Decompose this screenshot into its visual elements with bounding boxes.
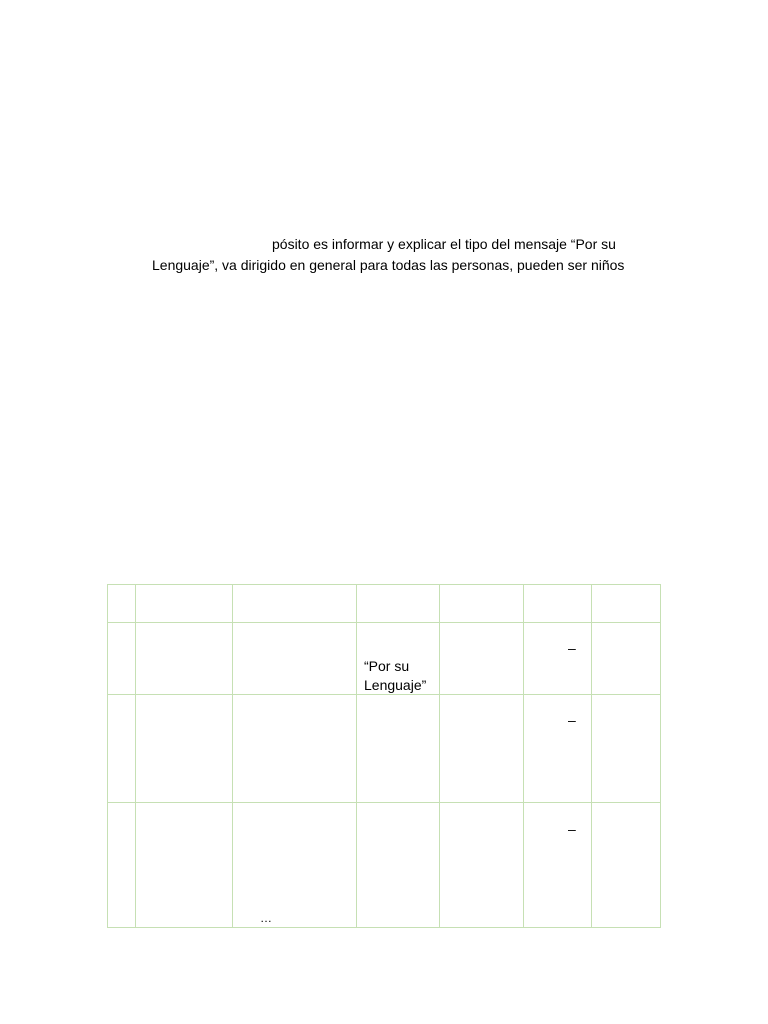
message-analysis-table xyxy=(107,584,661,928)
table-cell xyxy=(592,694,661,803)
header-cell xyxy=(233,585,357,623)
table-header-row xyxy=(108,585,662,623)
table-cell xyxy=(524,622,592,695)
table-cell xyxy=(357,803,440,928)
table-cell xyxy=(136,622,233,695)
table-cell xyxy=(136,803,233,928)
table-row xyxy=(108,622,662,695)
table-cell xyxy=(108,803,136,928)
table-cell xyxy=(592,622,661,695)
header-cell xyxy=(108,585,136,623)
table-cell xyxy=(592,803,661,928)
paragraph-line-1: pósito es informar y explicar el tipo del mensaje “Por su xyxy=(272,236,616,252)
table-row xyxy=(108,694,662,803)
table-cell xyxy=(233,694,357,803)
table-cell xyxy=(357,622,440,695)
table-cell xyxy=(233,803,357,928)
table-cell xyxy=(357,694,440,803)
header-cell xyxy=(592,585,661,623)
header-cell xyxy=(136,585,233,623)
dash-mark: – xyxy=(568,821,576,837)
header-cell xyxy=(524,585,592,623)
header-cell xyxy=(440,585,524,623)
dash-mark: – xyxy=(568,640,576,656)
dash-mark: – xyxy=(568,712,576,728)
table-cell xyxy=(440,694,524,803)
table-cell xyxy=(524,694,592,803)
paragraph-line-2: Lenguaje”, va dirigido en general para todas las personas, pueden ser niños xyxy=(152,257,625,273)
table-cell xyxy=(524,803,592,928)
header-cell xyxy=(357,585,440,623)
table-cell xyxy=(440,803,524,928)
table-cell xyxy=(136,694,233,803)
table-cell xyxy=(108,622,136,695)
table-cell xyxy=(108,694,136,803)
table-cell xyxy=(233,622,357,695)
table-row xyxy=(108,803,662,928)
table-cell xyxy=(440,622,524,695)
message-title-text: “Por su Lenguaje” xyxy=(364,658,427,693)
ellipsis-mark: … xyxy=(260,911,272,925)
